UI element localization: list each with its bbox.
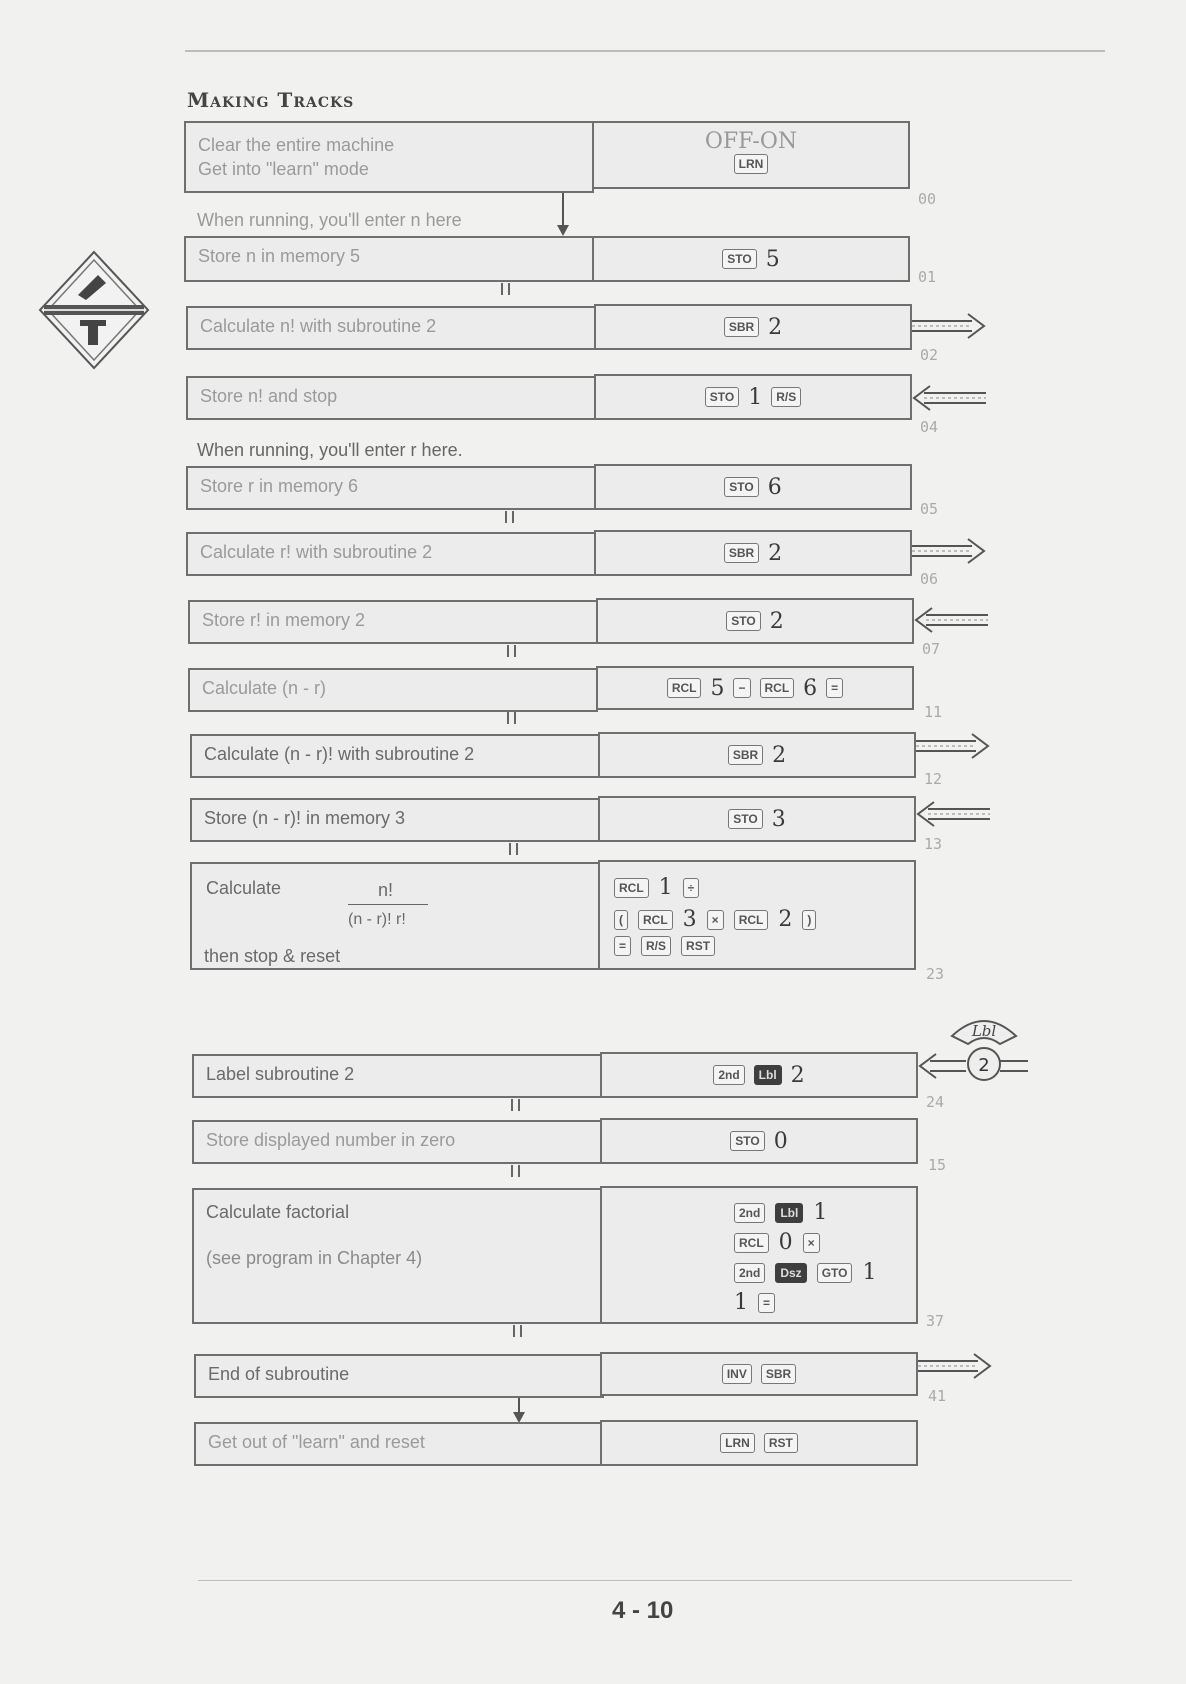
step-number: 12 [924,770,943,788]
sto-key: STO [705,387,739,407]
step-description: Calculate (n - r)! with subroutine 2 [204,744,475,764]
inv-key: INV [722,1364,752,1384]
digit: 5 [710,675,725,701]
second-key: 2nd [734,1203,765,1223]
keys-box-store-r [594,464,912,510]
step-number: 02 [920,346,939,364]
digit: 6 [803,675,818,701]
digit: 1 [862,1260,877,1285]
lparen-key: ( [614,910,628,930]
note-enter-r: When running, you'll enter r here. [197,440,463,460]
connector [501,283,510,295]
step-description: Store n in memory 5 [198,246,361,266]
keys-box-calc-nr-fact [598,732,916,778]
left-track-arrow-icon [918,1051,1028,1081]
track-sign-icon [38,250,150,370]
right-track-arrow-icon [912,536,986,566]
keys-box-clear [592,121,910,189]
keys-box-calc-factorial [600,1186,918,1324]
connector [507,712,516,724]
rcl-key: RCL [734,910,769,930]
digit: 0 [778,1230,793,1255]
step-description: Calculate [206,878,282,898]
lbl-key: Lbl [754,1065,782,1085]
page-heading: Making Tracks [187,88,355,112]
digit: 1 [658,875,673,900]
step-description: Store n! and stop [200,386,338,406]
times-key: × [707,910,724,930]
step-number: 24 [926,1093,945,1111]
lrn-key: LRN [734,154,769,174]
sto-key: STO [728,809,762,829]
right-track-arrow-icon [916,731,990,761]
step-number: 37 [926,1312,945,1330]
sbr-key: SBR [724,543,759,563]
rs-key: R/S [771,387,801,407]
step-description: (see program in Chapter 4) [206,1248,423,1268]
digit: 2 [790,1062,805,1088]
step-description: Calculate factorial [206,1202,350,1222]
step-number: 00 [918,190,937,208]
step-description: Store (n - r)! in memory 3 [204,808,406,828]
step-box-clear [184,121,594,193]
step-description: Store displayed number in zero [206,1130,456,1150]
step-description: Calculate r! with subroutine 2 [200,542,433,562]
connector [505,511,514,523]
second-key: 2nd [713,1065,744,1085]
page-number: 4 - 10 [612,1597,674,1624]
sto-key: STO [726,611,760,631]
keys-box-store-rfact [596,598,914,644]
keys-box-store-n [592,236,910,282]
lrn-key: LRN [720,1433,755,1453]
equals-key: = [826,678,843,698]
equals-key: = [758,1293,775,1313]
step-box-calc-n-minus-r [188,668,598,712]
step-description: Store r! in memory 2 [202,610,366,630]
keys-box-exit-learn [600,1420,918,1466]
connector [507,645,516,657]
sto-key: STO [724,477,758,497]
off-on-label: OFF-ON [704,129,798,154]
rst-key: RST [681,936,715,956]
step-number: 05 [920,500,939,518]
keys-box-calc-combination [598,860,916,970]
step-description: Clear the entire machine [198,135,395,155]
rparen-key: ) [802,910,816,930]
step-description: End of subroutine [208,1364,350,1384]
rcl-key: RCL [638,910,673,930]
divide-key: ÷ [683,878,700,898]
left-track-arrow-icon [912,383,986,413]
keys-box-store-zero [600,1118,918,1164]
step-box-calc-factorial [192,1188,602,1324]
step-box-label-sub2 [192,1054,602,1098]
sbr-key: SBR [761,1364,796,1384]
step-number: 11 [924,703,943,721]
digit: 5 [765,246,780,272]
step-box-calc-rfact [186,532,596,576]
digit: 1 [734,1290,748,1315]
rcl-key: RCL [760,678,795,698]
step-description: Calculate (n - r) [202,678,327,698]
times-key: × [803,1233,820,1253]
sbr-key: SBR [724,317,759,337]
fraction-denominator: (n - r)! r! [348,911,406,928]
step-number: 13 [924,835,943,853]
step-description: Label subroutine 2 [206,1064,355,1084]
connector [509,843,518,855]
step-description: Get into "learn" mode [198,159,369,179]
keys-box-store-nr-fact [598,796,916,842]
digit: 2 [769,608,784,634]
rst-key: RST [764,1433,798,1453]
lbl-key: Lbl [775,1203,803,1223]
step-box-end-sub [194,1354,604,1398]
step-box-store-rfact [188,600,598,644]
fraction-numerator: n! [378,880,394,900]
step-number: 23 [926,965,945,983]
fraction-bar [348,904,428,905]
digit: 1 [813,1200,828,1225]
step-box-store-n [184,236,594,282]
rs-key: R/S [641,936,671,956]
connector [511,1165,520,1177]
step-description: Calculate n! with subroutine 2 [200,316,437,336]
dsz-key: Dsz [775,1263,806,1283]
sto-key: STO [722,249,756,269]
down-arrow-icon [556,193,570,237]
bottom-rule [198,1580,1072,1581]
step-box-store-nfact [186,376,596,420]
digit: 1 [748,384,763,410]
rcl-key: RCL [734,1233,769,1253]
step-number: 06 [920,570,939,588]
step-description: Get out of "learn" and reset [208,1432,425,1452]
left-track-arrow-icon [914,605,988,635]
digit: 2 [772,742,787,768]
connector [511,1099,520,1111]
step-number: 15 [928,1156,947,1174]
minus-key: − [733,678,750,698]
gto-key: GTO [817,1263,853,1283]
keys-box-label-sub2 [600,1052,918,1098]
step-description: then stop & reset [204,946,341,966]
right-track-arrow-icon [918,1351,992,1381]
connector [513,1325,522,1337]
step-box-calc-nr-fact [190,734,600,778]
keys-box-calc-rfact [594,530,912,576]
step-box-calc-nfact [186,306,596,350]
step-number: 01 [918,268,937,286]
step-box-store-nr-fact [190,798,600,842]
digit: 2 [768,314,783,340]
keys-box-store-nfact [594,374,912,420]
sbr-key: SBR [728,745,763,765]
rcl-key: RCL [667,678,702,698]
step-box-store-zero [192,1120,602,1164]
digit: 3 [771,806,786,832]
digit: 3 [682,907,697,932]
down-arrow-icon [512,1398,526,1424]
digit: 2 [768,540,783,566]
rcl-key: RCL [614,878,649,898]
step-description: Store r in memory 6 [200,476,359,496]
keys-box-calc-nfact [594,304,912,350]
step-number: 07 [922,640,941,658]
second-key: 2nd [734,1263,765,1283]
top-rule [185,50,1105,52]
badge-number: 2 [978,1055,990,1076]
digit: 2 [778,907,793,932]
note-enter-n: When running, you'll enter n here [197,210,462,230]
left-track-arrow-icon [916,799,990,829]
digit: 0 [773,1128,788,1154]
step-box-exit-learn [194,1422,604,1466]
keys-box-end-sub [600,1352,918,1396]
sto-key: STO [730,1131,764,1151]
digit: 6 [767,474,782,500]
equals-key: = [614,936,631,956]
badge-label: Lbl [971,1022,997,1040]
step-box-calc-combination [190,862,600,970]
keys-box-calc-n-minus-r [596,666,914,710]
step-number: 04 [920,418,939,436]
step-number: 41 [928,1387,947,1405]
right-track-arrow-icon [912,311,986,341]
step-box-store-r [186,466,596,510]
